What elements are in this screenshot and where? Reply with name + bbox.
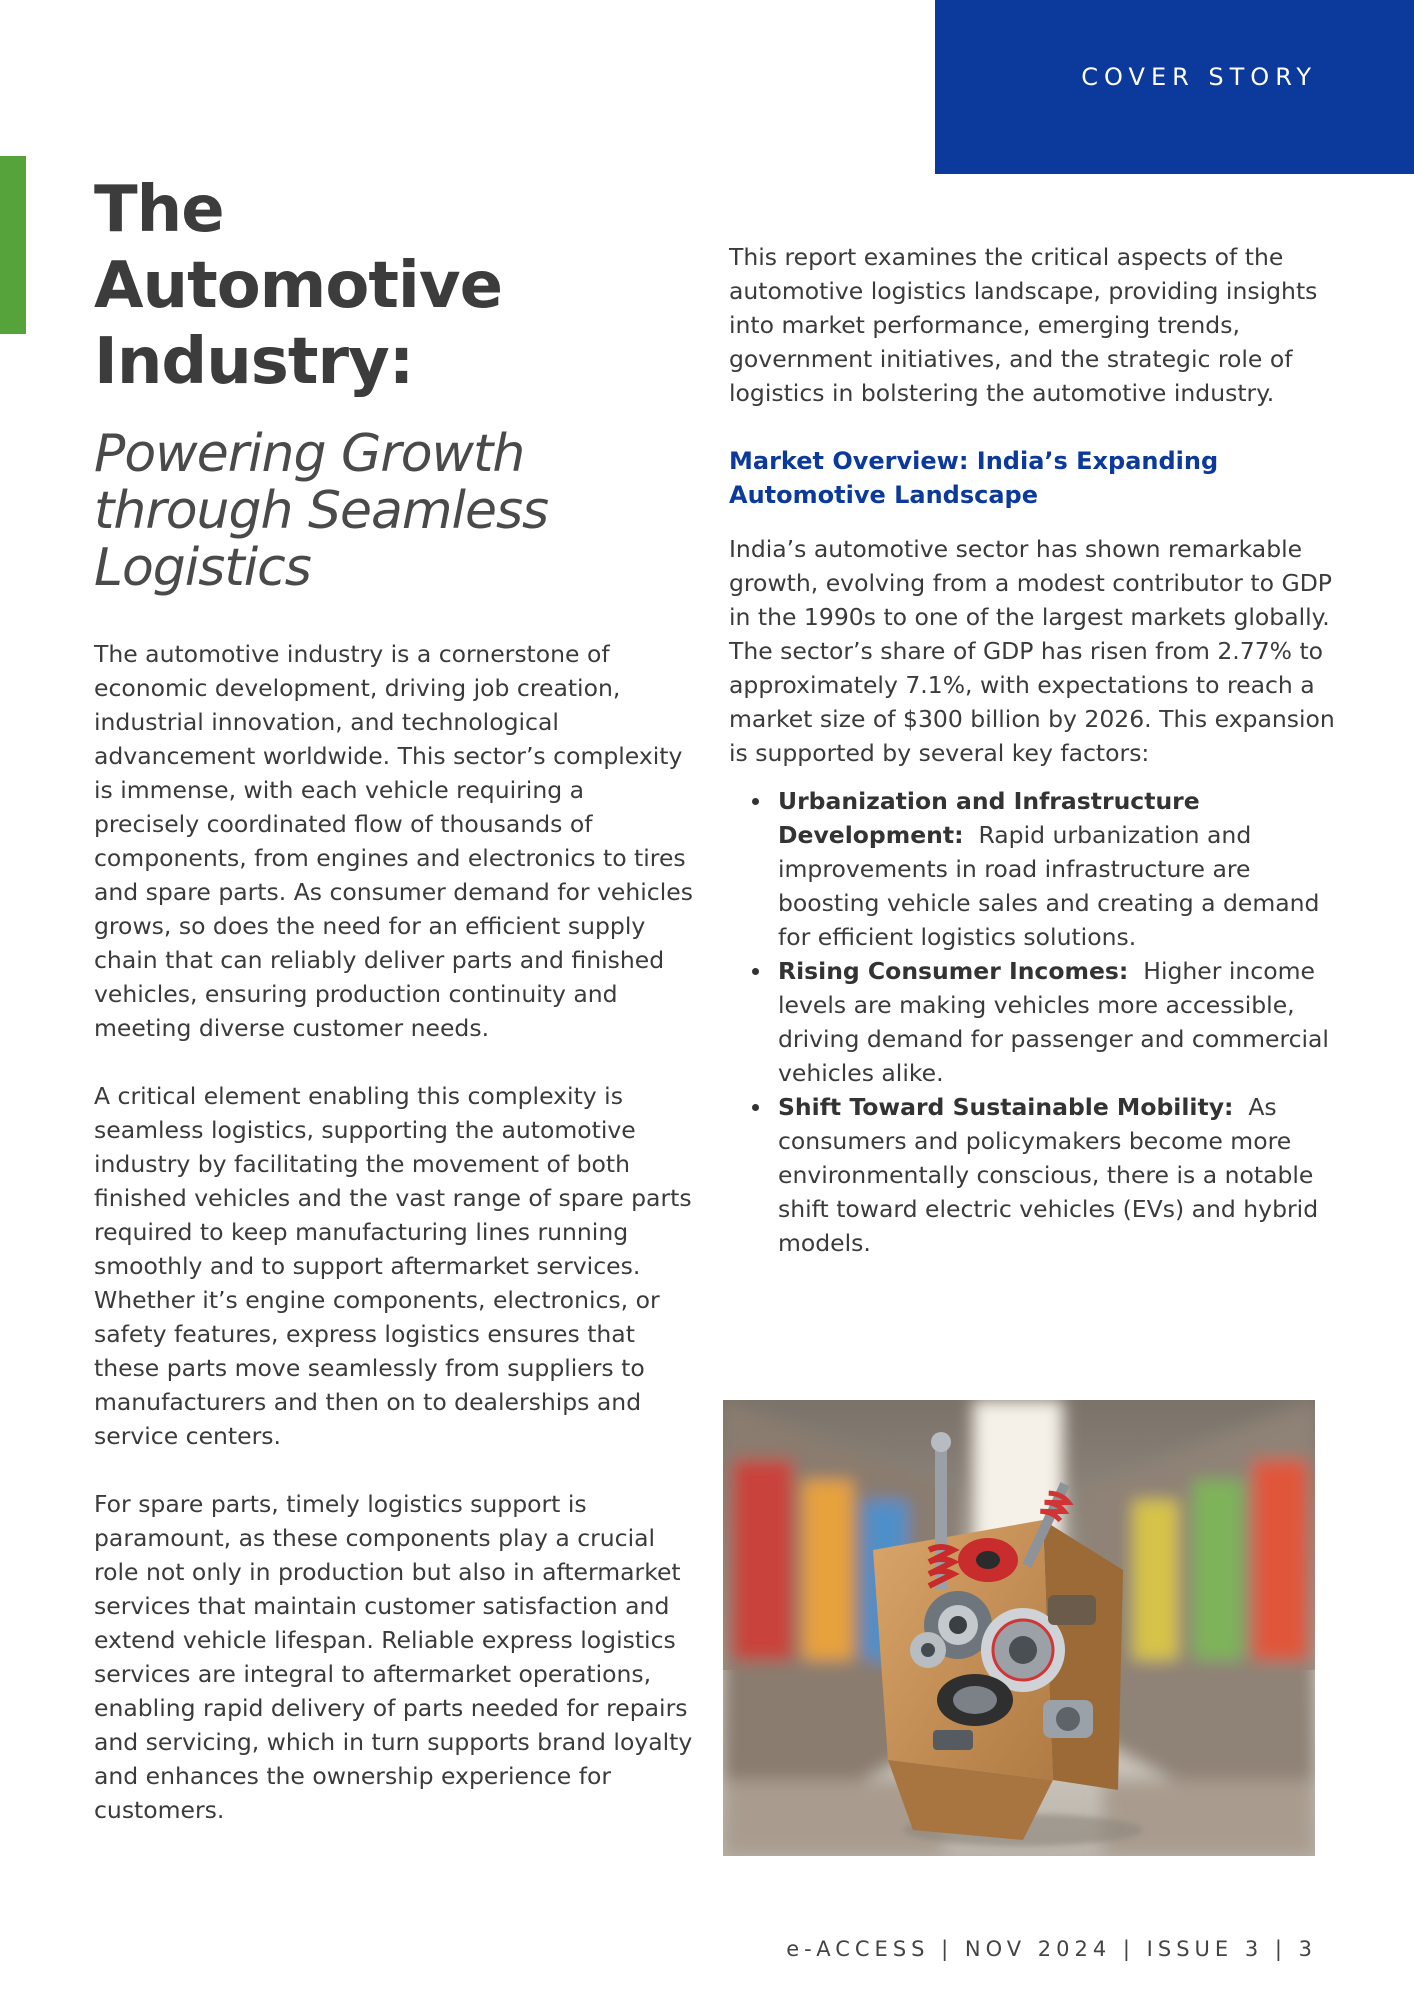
- list-item: [729, 1090, 1339, 1260]
- key-factors-list: [729, 784, 1339, 1260]
- bullet-term: Shift Toward Sustainable Mobility:: [778, 1093, 1234, 1121]
- intro-paragraph: This report examines the critical aspects of the automotive logistics landscape, providing insights into market performance, emerging trends, government initiatives, and the strategic role of logistics in bolstering the automotive industry.: [729, 243, 1318, 407]
- article-title: The Automotive Industry:: [94, 173, 502, 399]
- bullet-term: Rising Consumer Incomes:: [778, 957, 1129, 985]
- body-paragraph: A critical element enabling this complexity is seamless logistics, supporting the automotive industry by facilitating the movement of both finished vehicles and the vast range of spare parts required to keep manufacturing lines running smoothly and to support aftermarket services. Whether it’s engine components, electronics, or safety features, express logistics ensures that these parts move seamlessly from suppliers to manufacturers and then on to dealerships and service centers.: [94, 1082, 692, 1450]
- page-footer: e-ACCESS | NOV 2024 | ISSUE 3 | 3: [786, 1937, 1317, 1961]
- accent-bar: [0, 156, 26, 334]
- auto-parts-box-photo: [723, 1400, 1315, 1856]
- bullet-text: As consumers and policymakers become more environmentally conscious, there is a notable shift toward electric vehicles (EVs) and hybrid models.: [778, 1093, 1319, 1257]
- list-item: [729, 784, 1339, 954]
- bullet-icon: [752, 968, 759, 975]
- photo-illustration: [723, 1400, 1315, 1856]
- section-body: India’s automotive sector has shown remarkable growth, evolving from a modest contributor to GDP in the 1990s to one of the largest markets globally. The sector’s share of GDP has risen from 2.77% to approximately 7.1%, with expectations to reach a market size of $300 billion by 2026. This expansion is supported by several key factors:: [729, 535, 1335, 767]
- bullet-icon: [752, 1104, 759, 1111]
- right-column: [729, 240, 1339, 1260]
- bullet-term: Urbanization and Infrastructure Development:: [778, 787, 1200, 849]
- bullet-text: Rapid urbanization and improvements in road infrastructure are boosting vehicle sales and creating a demand for efficient logistics solutions.: [778, 821, 1320, 951]
- article-subtitle: Powering Growth through Seamless Logistics: [94, 424, 549, 598]
- section-heading: Market Overview: India’s Expanding Automotive Landscape: [729, 447, 1219, 509]
- bullet-icon: [752, 798, 759, 805]
- section-label: COVER STORY: [1081, 63, 1317, 91]
- list-item: [729, 954, 1339, 1090]
- left-column: [94, 637, 694, 1861]
- bullet-text: Higher income levels are making vehicles more accessible, driving demand for passenger and commercial vehicles alike.: [778, 957, 1329, 1087]
- body-paragraph: The automotive industry is a cornerstone of economic development, driving job creation, industrial innovation, and technological advancement worldwide. This sector’s complexity is immense, with each vehicle requiring a precisely coordinated flow of thousands of components, from engines and electronics to tires and spare parts. As consumer demand for vehicles grows, so does the need for an efficient supply chain that can reliably deliver parts and finished vehicles, ensuring production continuity and meeting diverse customer needs.: [94, 640, 693, 1042]
- body-paragraph: For spare parts, timely logistics support is paramount, as these components play a crucial role not only in production but also in aftermarket services that maintain customer satisfaction and extend vehicle lifespan. Reliable express logistics services are integral to aftermarket operations, enabling rapid delivery of parts needed for repairs and servicing, which in turn supports brand loyalty and enhances the ownership experience for customers.: [94, 1490, 693, 1824]
